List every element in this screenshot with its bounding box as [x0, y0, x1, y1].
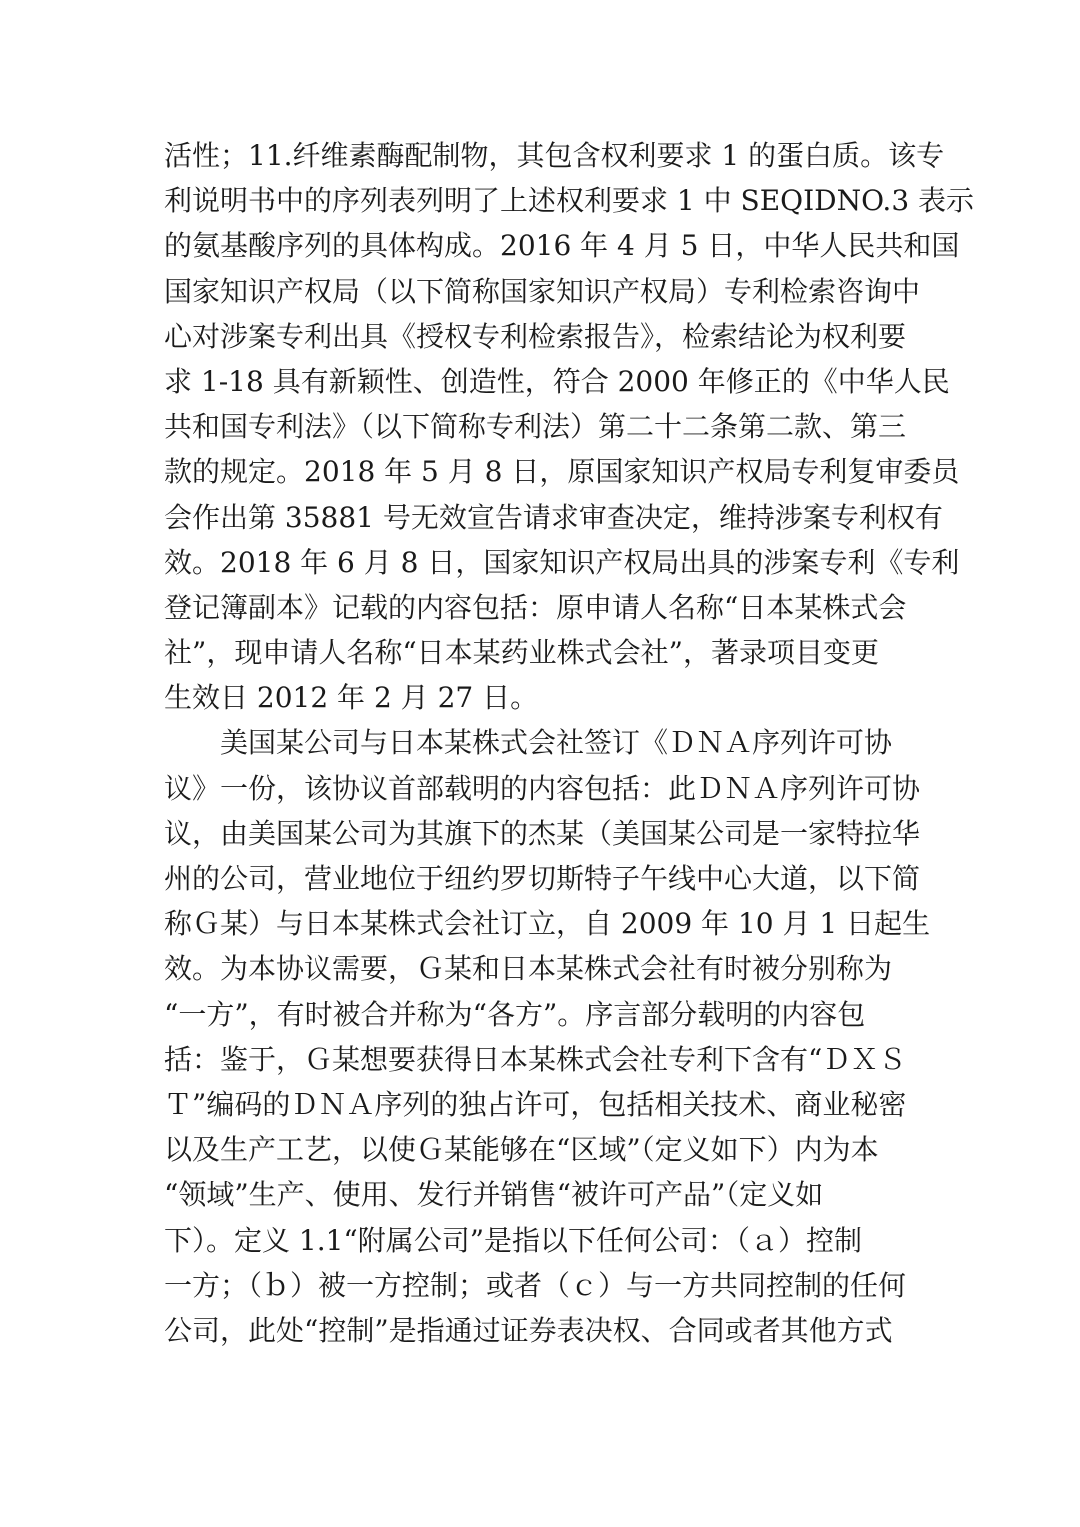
text-line: 下）。定义 1.1“附属公司”是指以下任何公司：（ａ）控制: [164, 1223, 863, 1257]
text-line: 议，由美国某公司为其旗下的杰某（美国某公司是一家特拉华: [164, 816, 921, 850]
text-line: 生效日 2012 年 2 月 27 日。: [164, 681, 539, 715]
text-line: “一方”，有时被合并称为“各方”。序言部分载明的内容包: [164, 997, 866, 1031]
text-line: 称Ｇ某）与日本某株式会社订立，自 2009 年 10 月 1 日起生: [164, 907, 931, 941]
text-line: 效。为本协议需要，Ｇ某和日本某株式会社有时被分别称为: [164, 952, 893, 986]
text-line: 的氨基酸序列的具体构成。2016 年 4 月 5 日，中华人民共和国: [164, 229, 960, 263]
text-line: 登记簿副本》记载的内容包括：原申请人名称“日本某株式会: [164, 590, 907, 624]
text-line: 利说明书中的序列表列明了上述权利要求 1 中 SEQIDNO.3 表示: [164, 184, 975, 218]
text-line: 求 1-18 具有新颖性、创造性，符合 2000 年修正的《中华人民: [164, 364, 950, 398]
text-line: 以及生产工艺，以使Ｇ某能够在“区域”（定义如下）内为本: [164, 1133, 879, 1167]
text-line: “领域”生产、使用、发行并销售“被许可产品”（定义如: [164, 1178, 824, 1212]
text-line: 州的公司，营业地位于纽约罗切斯特子午线中心大道，以下简: [164, 862, 921, 895]
text-line: Ｔ”编码的ＤＮＡ序列的独占许可，包括相关技术、商业秘密: [164, 1087, 907, 1121]
text-line: 心对涉案专利出具《授权专利检索报告》，检索结论为权利要: [164, 319, 907, 353]
paragraph-patent-details: [164, 133, 975, 720]
text-line: 款的规定。2018 年 5 月 8 日，原国家知识产权局专利复审委员: [164, 455, 960, 489]
text-line: 一方；（ｂ）被一方控制；或者（ｃ）与一方共同控制的任何: [164, 1268, 907, 1302]
text-line: 会作出第 35881 号无效宣告请求审查决定，维持涉案专利权有: [164, 500, 943, 534]
text-line: 国家知识产权局（以下简称国家知识产权局）专利检索咨询中: [164, 274, 921, 308]
text-line: 活性；11.纤维素酶配制物，其包含权利要求 1 的蛋白质。该专: [164, 139, 945, 172]
text-line: 括：鉴于，Ｇ某想要获得日本某株式会社专利下含有“ＤＸＳ: [164, 1042, 907, 1076]
text-line: 公司，此处“控制”是指通过证券表决权、合同或者其他方式: [164, 1313, 893, 1347]
text-line: 社”，现申请人名称“日本某药业株式会社”，著录项目变更: [164, 636, 879, 670]
text-line: 议》一份，该协议首部载明的内容包括：此ＤＮＡ序列许可协: [164, 771, 921, 805]
paragraph-license-agreement: [164, 720, 931, 1353]
body-text: [164, 133, 975, 1353]
text-line: 共和国专利法》（以下简称专利法）第二十二条第二款、第三: [164, 410, 907, 444]
text-line: 效。2018 年 6 月 8 日，国家知识产权局出具的涉案专利《专利: [164, 545, 960, 579]
text-line: 美国某公司与日本某株式会社签订《ＤＮＡ序列许可协: [220, 726, 893, 760]
